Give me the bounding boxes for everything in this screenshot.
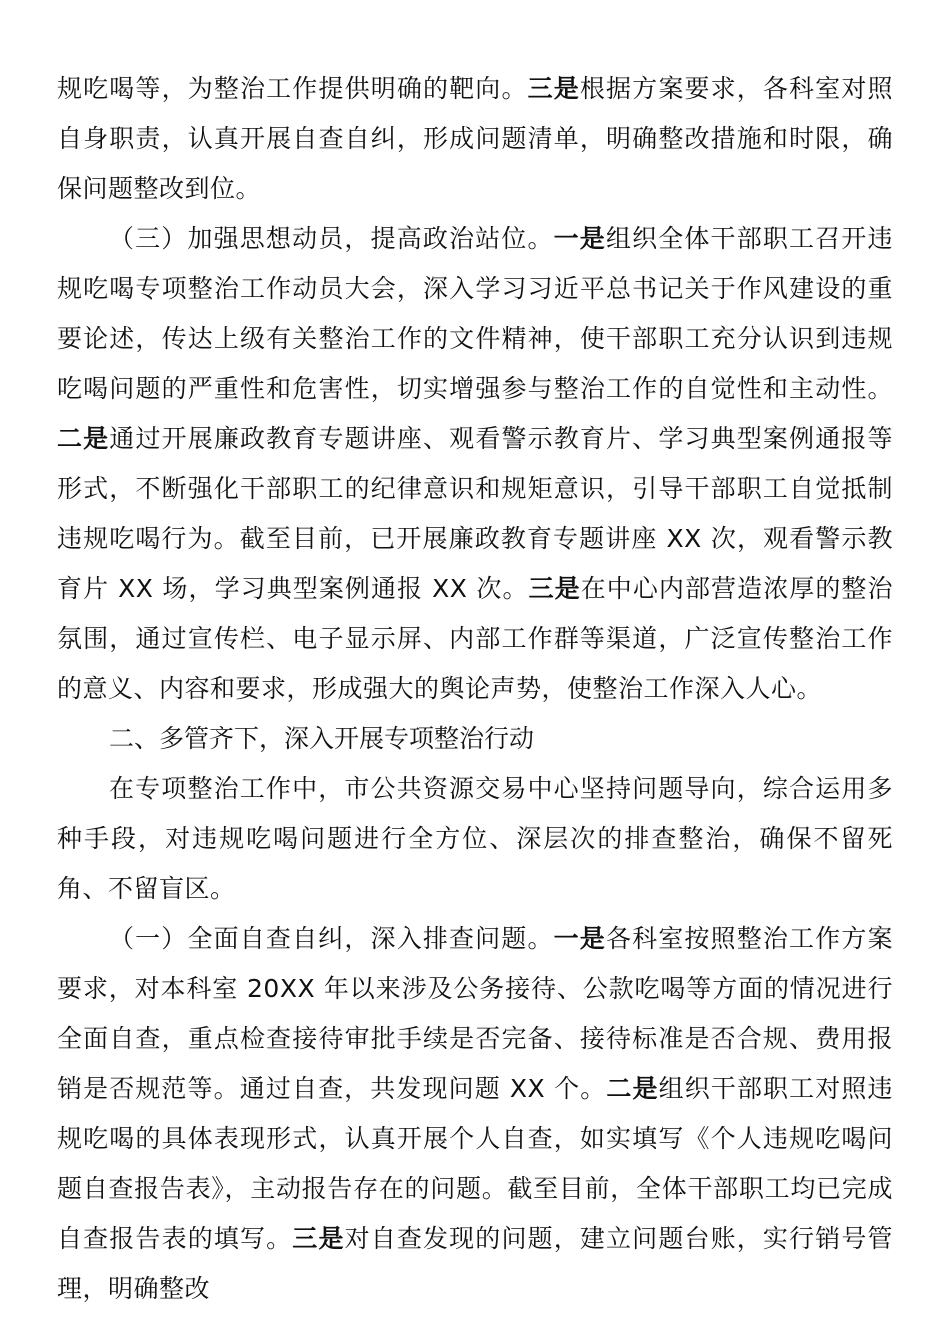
text-run: 通过开展廉政教育专题讲座、观看警示教育片、学习典型案例通报等形式，不断强化干部职工的纪律意识和规矩意识，引导干部职工自觉抵制违规吃喝行为。截至目前，已开展廉政教育专题讲座 XX 次，观看警示教育片 XX 场，学习典型案例通报 XX 次。 [57,424,893,603]
paragraph-self-inspection [57,914,893,1314]
text-run: 在专项整治工作中，市公共资源交易中心坚持问题导向，综合运用多种手段，对违规吃喝问题进行全方位、深层次的排查整治，确保不留死角、不留盲区。 [57,774,893,903]
section-heading: 二、多管齐下，深入开展专项整治行动 [109,724,535,753]
document-page [57,64,893,1314]
text-run: 组织干部职工对照违规吃喝的具体表现形式，认真开展个人自查，如实填写《个人违规吃喝问题自查报告表》，主动报告存在的问题。截至目前，全体干部职工均已完成自查报告表的填写。 [57,1074,893,1253]
text-run: 根据方案要求，各科室对照自身职责，认真开展自查自纠，形成问题清单，明确整改措施和时限，确保问题整改到位。 [57,74,893,203]
bold-ordinal: 二是 [57,424,110,453]
text-run: 在中心内部营造浓厚的整治氛围，通过宣传栏、电子显示屏、内部工作群等渠道，广泛宣传整治工作的意义、内容和要求，形成强大的舆论声势，使整治工作深入人心。 [57,574,893,703]
paragraph-mobilization [57,214,893,714]
text-run: 对自查发现的问题，建立问题台账，实行销号管理，明确整改 [57,1224,893,1303]
paragraph-intro [57,764,893,914]
bold-ordinal: 二是 [606,1074,659,1103]
bold-ordinal: 三是 [292,1224,345,1253]
subheading-run: （三）加强思想动员，提高政治站位。 [109,224,554,253]
text-run: 规吃喝等，为整治工作提供明确的靶向。 [57,74,528,103]
paragraph-continuation [57,64,893,214]
text-run: 各科室按照整治工作方案要求，对本科室 20XX 年以来涉及公务接待、公款吃喝等方面的情况进行全面自查，重点检查接待审批手续是否完备、接待标准是否合规、费用报销是否规范等。通过自查，共发现问题 XX 个。 [57,924,893,1103]
text-run: 组织全体干部职工召开违规吃喝专项整治工作动员大会，深入学习习近平总书记关于作风建设的重要论述，传达上级有关整治工作的文件精神，使干部职工充分认识到违规吃喝问题的严重性和危害性，切实增强参与整治工作的自觉性和主动性。 [57,224,893,403]
subheading-run: （一）全面自查自纠，深入排查问题。 [109,924,554,953]
bold-ordinal: 三是 [528,574,581,603]
bold-ordinal: 一是 [553,224,606,253]
bold-ordinal: 三是 [527,74,580,103]
bold-ordinal: 一是 [553,924,606,953]
